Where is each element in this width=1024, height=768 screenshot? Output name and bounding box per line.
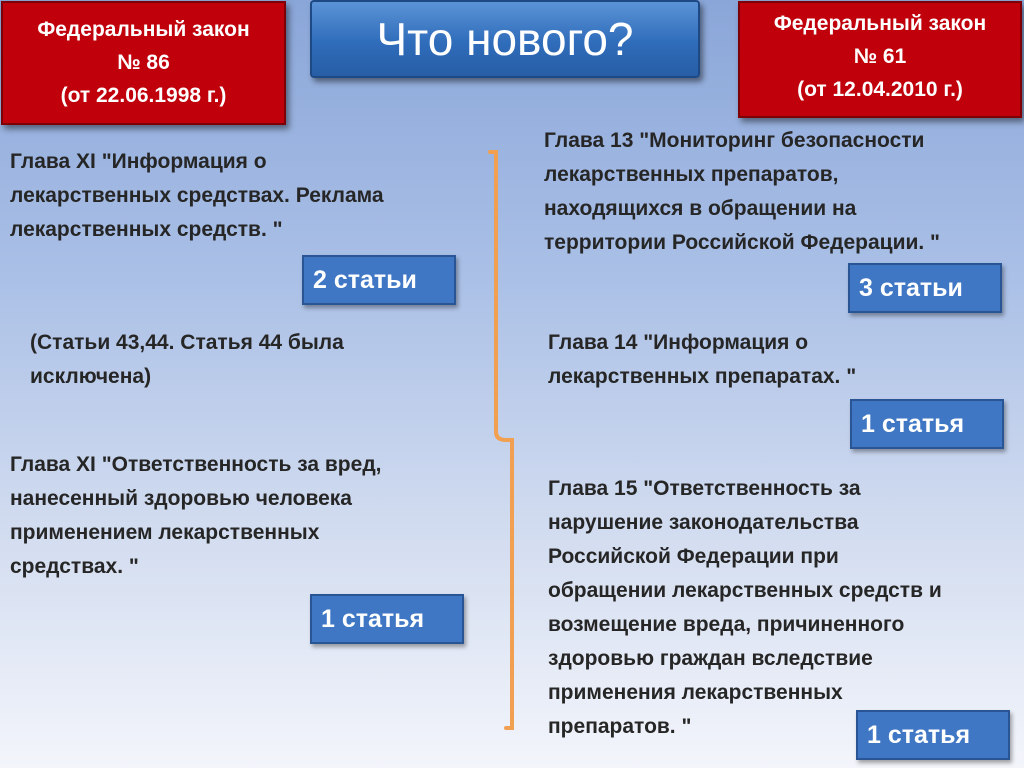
text-line: Российской Федерации при xyxy=(548,545,839,568)
text-line: применения лекарственных xyxy=(548,681,843,704)
left-chapter-liability xyxy=(10,448,381,584)
text-line: находящихся в обращении на xyxy=(544,197,857,220)
right-chapter-13 xyxy=(544,124,940,260)
text-line: Глава 15 "Ответственность за xyxy=(548,477,861,500)
law-86-line2: № 86 xyxy=(117,51,170,74)
law-61-line3: (от 12.04.2010 г.) xyxy=(797,78,963,101)
left-chapter-liability-count: 1 статья xyxy=(310,594,464,644)
law-86-line3: (от 22.06.1998 г.) xyxy=(60,84,227,107)
text-line: применением лекарственных xyxy=(10,521,320,544)
text-line: препаратов. " xyxy=(548,715,692,738)
text-line: возмещение вреда, причиненного xyxy=(548,613,905,636)
right-chapter-15-count: 1 статья xyxy=(856,710,1010,760)
text-line: Глава XI "Информация о xyxy=(10,150,267,173)
text-line: исключена) xyxy=(30,365,152,388)
law-61-line1: Федеральный закон xyxy=(773,12,987,35)
slide-title: Что нового? xyxy=(310,0,700,78)
text-line: нанесенный здоровью человека xyxy=(10,487,352,510)
text-line: Глава 14 "Информация о xyxy=(548,331,809,354)
right-chapter-14 xyxy=(548,326,856,394)
law-86-line1: Федеральный закон xyxy=(37,18,250,41)
law-61-line2: № 61 xyxy=(853,45,907,68)
text-line: Глава 13 "Мониторинг безопасности xyxy=(544,129,925,152)
text-line: средствах. " xyxy=(10,555,139,578)
text-line: (Статьи 43,44. Статья 44 была xyxy=(30,331,344,354)
text-line: лекарственных средств. " xyxy=(10,218,283,241)
right-chapter-13-count: 3 статьи xyxy=(848,263,1002,313)
text-line: здоровью граждан вследствие xyxy=(548,647,873,670)
text-line: обращении лекарственных средств и xyxy=(548,579,942,602)
right-chapter-14-count: 1 статья xyxy=(850,399,1004,449)
text-line: лекарственных средствах. Реклама xyxy=(10,184,384,207)
text-line: лекарственных препаратов, xyxy=(544,163,839,186)
right-chapter-15 xyxy=(548,472,942,744)
text-line: территории Российской Федерации. " xyxy=(544,231,941,254)
left-chapter-info xyxy=(10,145,384,247)
text-line: лекарственных препаратах. " xyxy=(548,365,857,388)
left-chapter-info-count: 2 статьи xyxy=(302,255,456,305)
text-line: Глава XI "Ответственность за вред, xyxy=(10,453,382,476)
text-line: нарушение законодательства xyxy=(548,511,859,534)
left-note xyxy=(30,326,344,394)
